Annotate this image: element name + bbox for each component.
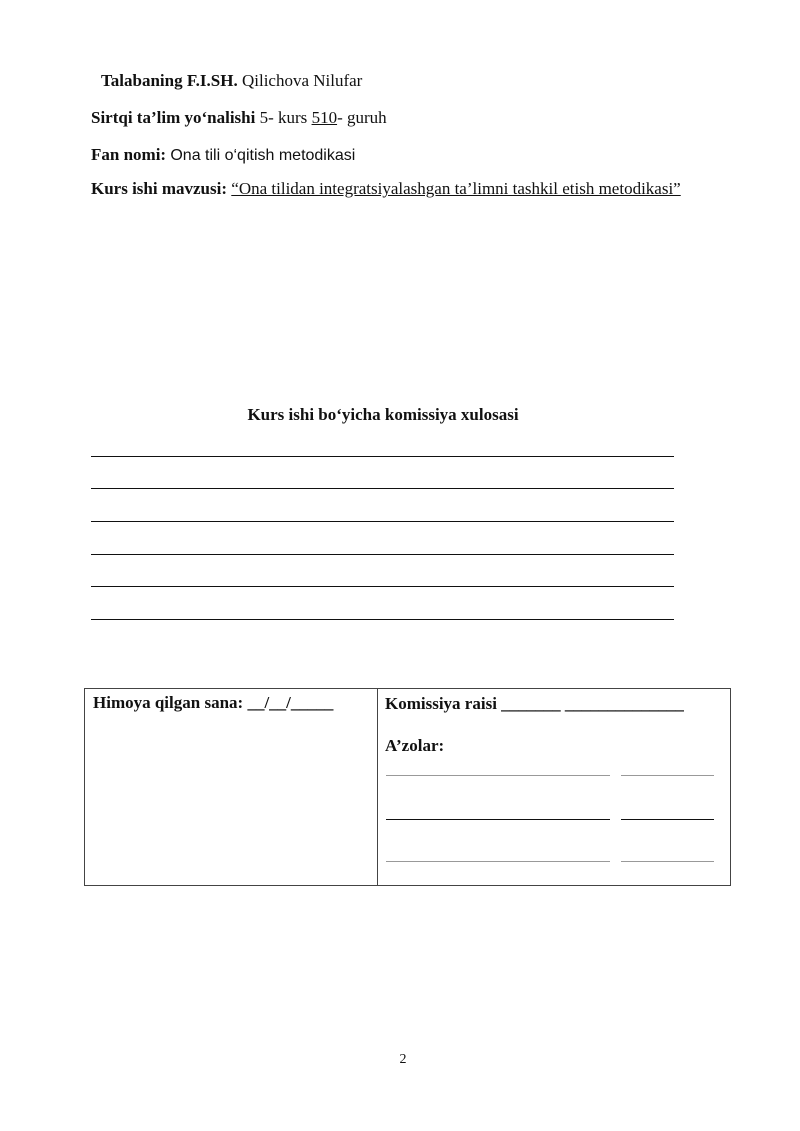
student-line [101,71,362,91]
conclusion-line [91,554,674,555]
conclusion-line [91,619,674,620]
direction-line [91,108,387,128]
conclusion-line [91,488,674,489]
member-name-line [386,775,610,776]
topic-label: Kurs ishi mavzusi: [91,179,228,198]
conclusion-line [91,456,674,457]
group-number: 510 [311,108,338,127]
commission-cell [378,689,730,885]
subject-label: Fan nomi: [91,145,167,164]
student-label: Talabaning F.I.SH. [101,71,238,90]
direction-label: Sirtqi ta’lim yo‘nalishi [91,108,256,127]
defense-date-label: Himoya qilgan sana: __/__/_____ [93,693,334,712]
member-name-line [386,819,610,820]
member-signature-line [621,861,714,862]
subject-line [91,145,355,166]
conclusion-line [91,521,674,522]
topic-line [91,179,681,199]
defense-table [84,688,731,886]
group-suffix: - guruh [337,108,387,127]
commission-chair-label: Komissiya raisi _______ ______________ [385,694,684,713]
members-label: A’zolar: [385,736,445,755]
student-name: Qilichova Nilufar [241,71,363,90]
subject-name: Ona tili o‘qitish metodikasi [170,147,356,164]
defense-date-cell [85,689,378,885]
topic-name: “Ona tilidan integratsiyalashgan ta’limni tashkil etish metodikasi” [231,179,681,198]
course-prefix: 5- kurs [259,108,312,127]
member-signature-line [621,819,714,820]
conclusion-line [91,586,674,587]
member-signature-line [621,775,714,776]
page-number: 2 [399,1052,407,1067]
commission-title: Kurs ishi bo‘yicha komissiya xulosasi [247,405,519,424]
member-name-line [386,861,610,862]
